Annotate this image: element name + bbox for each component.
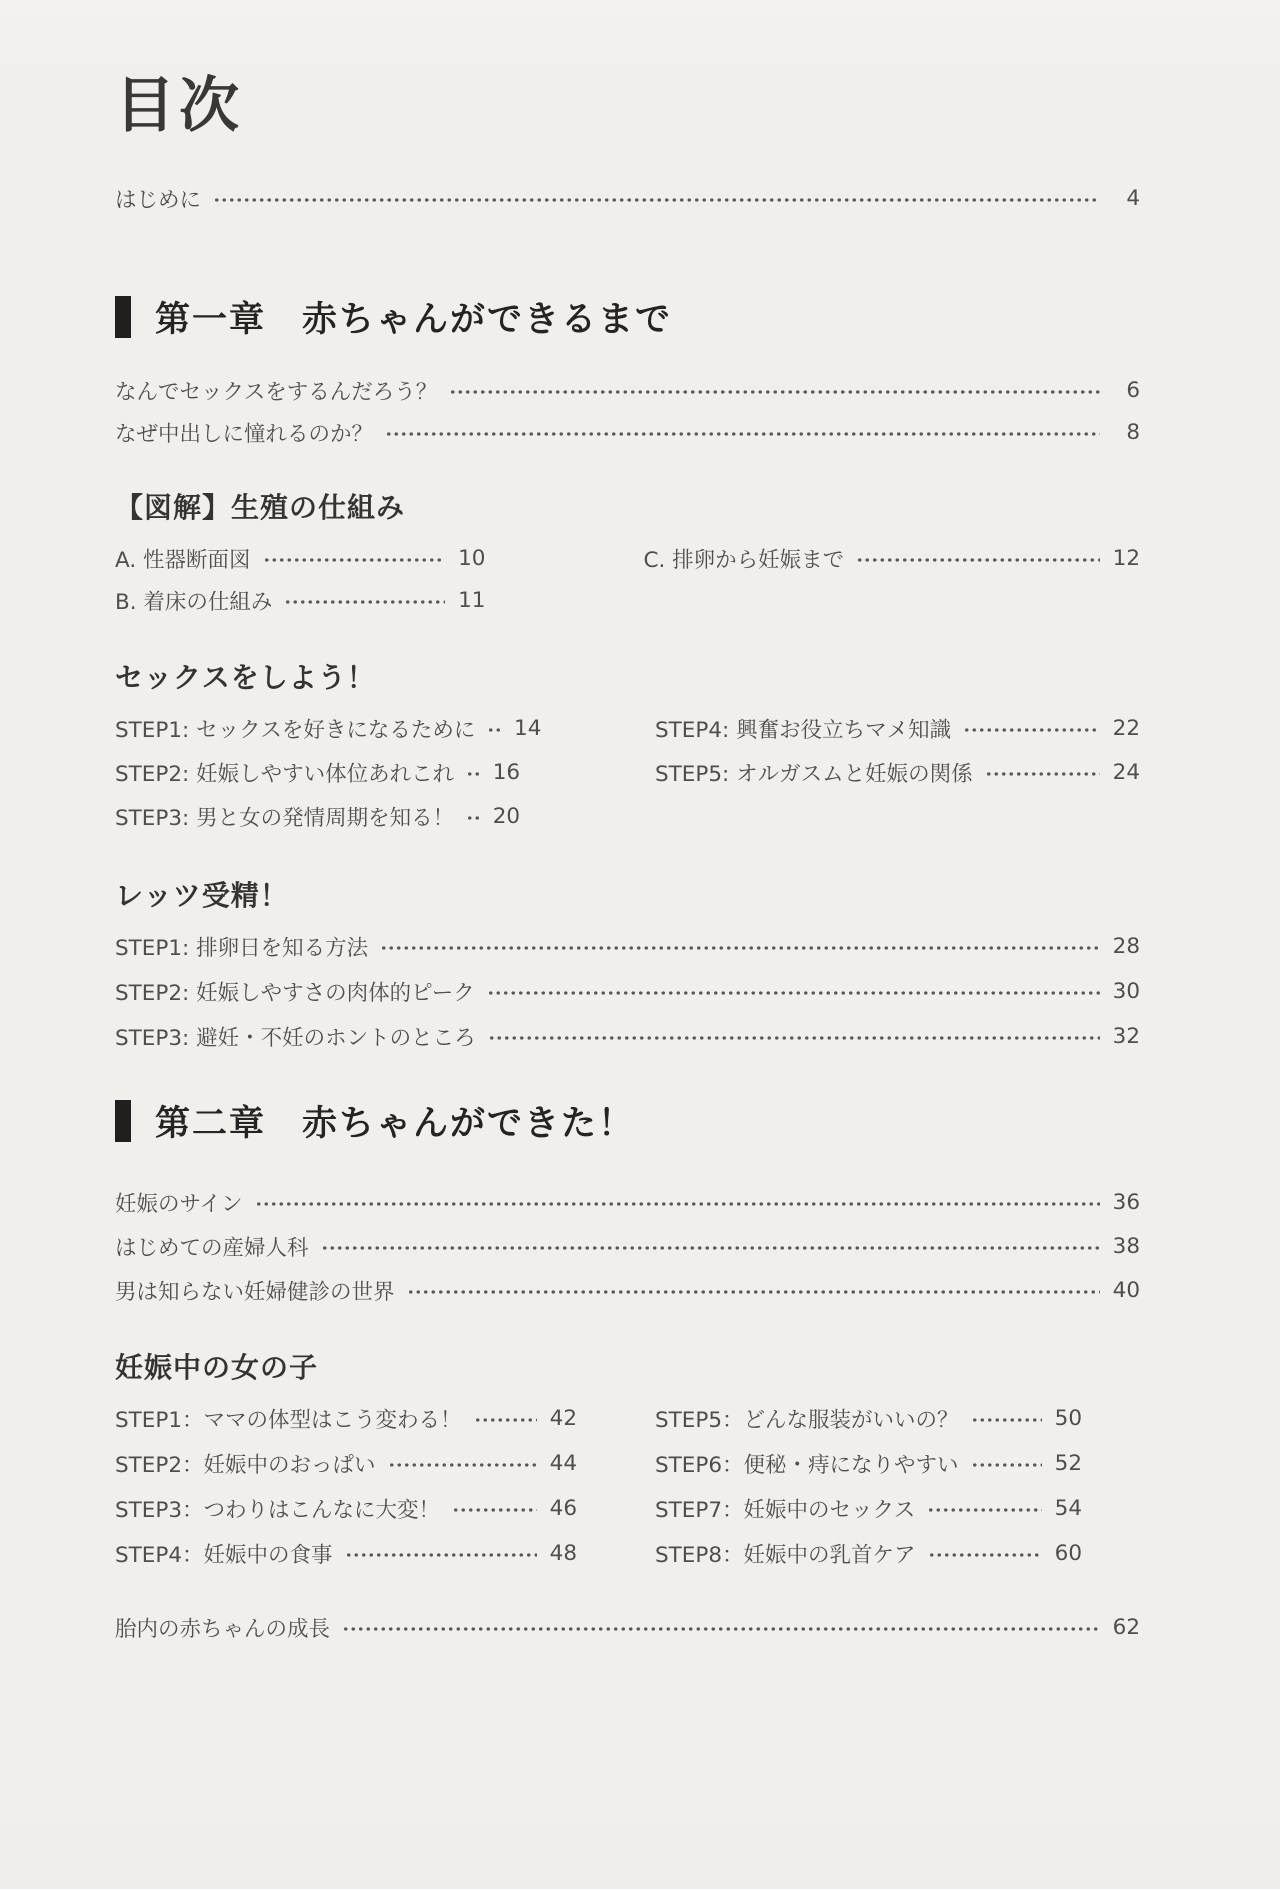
entry-page: 12 [1112,545,1140,571]
entry-page: 11 [458,587,486,613]
entry-page: 50 [1054,1405,1082,1431]
entry-page: 62 [1112,1614,1140,1640]
column-left [115,712,542,832]
section-sex-columns [115,712,1140,832]
toc-entry [655,1447,1082,1479]
dot-leader [985,770,1100,778]
entry-label: STEP5: オルガスムと妊娠の関係 [655,761,973,787]
entry-label: STEP8：妊娠中の乳首ケア [655,1542,916,1568]
section-zukai-columns [115,542,1140,616]
dot-leader [971,1416,1042,1424]
entry-page: 30 [1112,978,1140,1004]
entry-page: 24 [1112,759,1140,785]
entry-label: なんでセックスをするんだろう？ [115,379,438,405]
dot-leader [342,1625,1100,1633]
entry-label: B. 着床の仕組み [115,589,273,615]
section-title-sex: セックスをしよう！ [115,661,376,694]
entry-label: STEP6：便秘・痔になりやすい [655,1452,959,1478]
toc-entry [115,756,521,788]
entry-label: STEP2: 妊娠しやすい体位あれこれ [115,761,455,787]
entry-page: 28 [1112,933,1140,959]
entry-page: 46 [549,1495,577,1521]
entry-label: 男は知らない妊婦健診の世界 [115,1279,395,1305]
entry-label: C. 排卵から妊娠まで [643,547,845,573]
column-right [643,542,1140,574]
chapter-title: 赤ちゃんができた！ [302,1104,636,1144]
section-title-lets: レッツ受精！ [115,879,289,912]
toc-entry [115,930,1140,962]
toc-entry [115,1274,1140,1306]
dot-leader [466,770,480,778]
toc-entry [115,1230,1140,1262]
entry-label: 妊娠のサイン [115,1191,243,1217]
dot-leader [466,814,480,822]
toc-entry [115,1186,1140,1218]
dot-leader [213,196,1100,204]
entry-page: 54 [1054,1495,1082,1521]
chapter-bar-icon [115,296,131,338]
entry-label: はじめての産婦人科 [115,1235,309,1261]
entry-label: なぜ中出しに憧れるのか？ [115,421,374,447]
entry-page: 6 [1126,377,1140,403]
chapter-number: 第二章 [155,1104,267,1144]
entry-page: 10 [458,545,486,571]
toc-entry [115,542,485,574]
dot-leader [488,1034,1100,1042]
entry-label: STEP4: 興奮お役立ちマメ知識 [655,717,952,743]
dot-leader [927,1506,1042,1514]
entry-page: 4 [1126,185,1140,211]
entry-label: STEP2: 妊娠しやすさの肉体的ピーク [115,980,475,1006]
section-girl-columns [115,1402,1140,1569]
dot-leader [487,989,1100,997]
entry-label: STEP1：ママの体型はこう変わる！ [115,1407,462,1433]
entry-page: 48 [549,1540,577,1566]
toc-entry [115,1447,577,1479]
page-title: 目次 [115,71,243,141]
toc-entry [115,374,1140,406]
section-title-girl: 妊娠中の女の子 [115,1351,319,1384]
entry-label: はじめに [115,187,202,213]
toc-entry [655,756,1140,788]
entry-page: 32 [1112,1023,1140,1049]
toc-entry [655,1492,1082,1524]
dot-leader [345,1551,537,1559]
entry-label: STEP1: 排卵日を知る方法 [115,935,369,961]
entry-label: STEP5：どんな服装がいいの？ [655,1407,959,1433]
dot-leader [449,388,1100,396]
toc-entry [115,1492,577,1524]
entry-page: 60 [1054,1540,1082,1566]
dot-leader [928,1551,1042,1559]
toc-entry [115,1020,1140,1052]
toc-entry [115,975,1140,1007]
entry-page: 36 [1112,1189,1140,1215]
toc-entry [655,1402,1082,1434]
entry-page: 38 [1112,1233,1140,1259]
toc-entry [655,712,1140,744]
entry-label: STEP1: セックスを好きになるために [115,717,476,743]
dot-leader [856,556,1100,564]
entry-page: 44 [549,1450,577,1476]
toc-entry [643,542,1140,574]
chapter-1-heading [115,292,1140,342]
dot-leader [284,598,445,606]
entry-page: 14 [514,715,542,741]
entry-page: 16 [492,759,521,785]
dot-leader [963,726,1100,734]
section-title-zukai: 【図解】生殖の仕組み [115,491,406,524]
entry-label: STEP7：妊娠中のセックス [655,1497,916,1523]
column-right [655,712,1140,788]
dot-leader [255,1200,1101,1208]
chapter-2-heading [115,1096,1140,1146]
entry-label: STEP4：妊娠中の食事 [115,1542,333,1568]
dot-leader [407,1288,1100,1296]
dot-leader [388,1461,537,1469]
toc-entry [115,712,542,744]
dot-leader [452,1506,537,1514]
dot-leader [487,726,501,734]
dot-leader [263,556,446,564]
toc-entry [115,1402,577,1434]
entry-page: 20 [492,803,521,829]
dot-leader [380,944,1100,952]
column-left [115,1402,577,1569]
dot-leader [385,430,1100,438]
entry-page: 42 [549,1405,577,1431]
entry-label: STEP3: 男と女の発情周期を知る！ [115,805,455,831]
toc-entry-hajimeni [115,182,1140,214]
column-right [655,1402,1082,1569]
dot-leader [971,1461,1042,1469]
entry-label: STEP3：つわりはこんなに大変！ [115,1497,441,1523]
toc-entry [655,1537,1082,1569]
dot-leader [321,1244,1100,1252]
entry-page: 22 [1112,715,1140,741]
entry-label: 胎内の赤ちゃんの成長 [115,1616,331,1642]
entry-label: STEP2：妊娠中のおっぱい [115,1452,376,1478]
chapter-title: 赤ちゃんができるまで [302,300,673,340]
toc-entry [115,1537,577,1569]
entry-label: A. 性器断面図 [115,547,251,573]
entry-page: 8 [1126,419,1140,445]
entry-page: 40 [1112,1277,1140,1303]
entry-label: STEP3: 避妊・不妊のホントのところ [115,1025,476,1051]
toc-entry [115,584,485,616]
toc-entry-tail [115,1611,1140,1643]
dot-leader [474,1416,537,1424]
toc-entry [115,416,1140,448]
chapter-number: 第一章 [155,300,267,340]
toc-entry [115,800,521,832]
chapter-bar-icon [115,1100,131,1142]
entry-page: 52 [1054,1450,1082,1476]
column-left [115,542,485,616]
